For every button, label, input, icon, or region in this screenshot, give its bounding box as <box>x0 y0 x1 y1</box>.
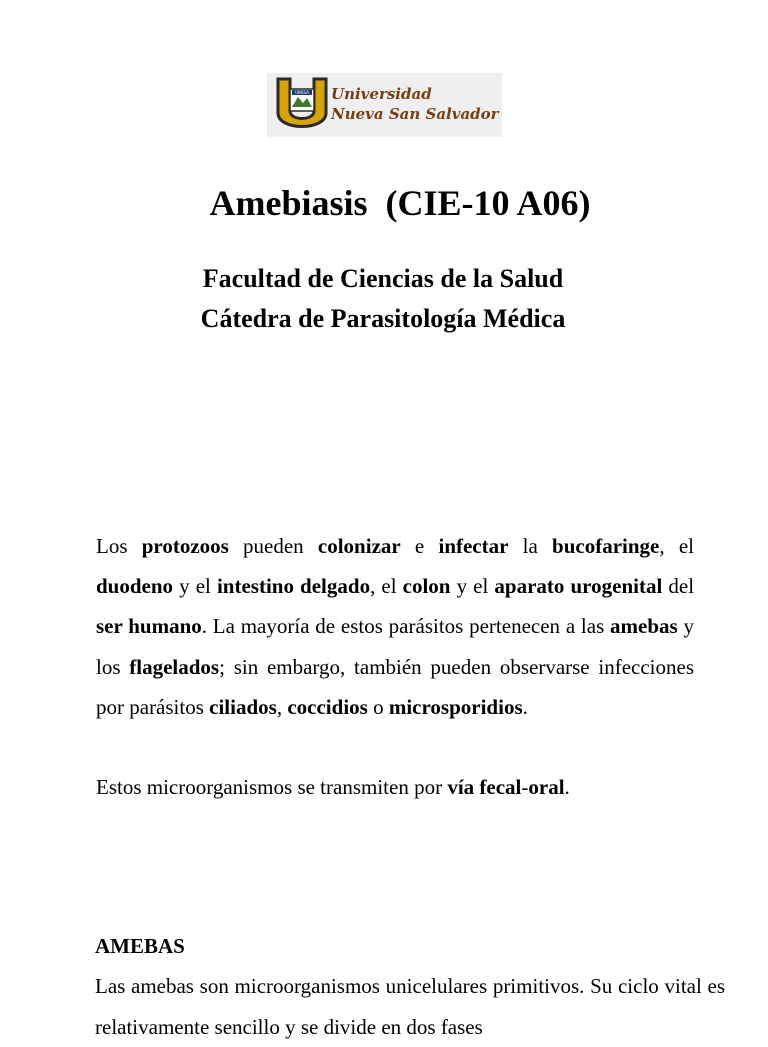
text-run: pueden <box>228 534 318 558</box>
intro-paragraph <box>96 526 694 727</box>
bold-term: amebas <box>610 614 678 639</box>
text-run: , el <box>370 574 403 599</box>
text-run: y el <box>450 574 495 599</box>
amebas-paragraph: Las amebas son microorganismos unicelulares primitivos. Su ciclo vital es relativamente sencillo y se divide en dos fases <box>95 974 725 1039</box>
text-run: . <box>564 775 570 799</box>
bold-term: duodeno <box>96 574 174 599</box>
text-run: y el <box>173 574 217 599</box>
text-run: la <box>508 534 553 558</box>
text-run: . La mayoría de estos parásitos pertenecen a las <box>201 614 611 639</box>
text-run: o <box>367 694 389 719</box>
text-run: - <box>521 775 529 799</box>
section-heading-amebas: AMEBAS <box>95 934 185 958</box>
logo-line-1: Universidad <box>331 85 432 103</box>
bold-term: colon <box>402 574 451 599</box>
bold-term: protozoos <box>141 534 229 558</box>
text-run: e <box>400 534 439 558</box>
text-run: del <box>662 574 695 599</box>
bold-term: flagelados <box>129 654 220 679</box>
bold-term: infectar <box>438 534 509 558</box>
bold-term: microsporidios <box>388 694 523 719</box>
faculty-name: Facultad de Ciencias de la Salud <box>202 264 564 293</box>
logo-wordmark <box>331 84 499 124</box>
crest-icon <box>276 77 328 135</box>
document-title: Amebiasis (CIE-10 A06) <box>209 183 591 223</box>
text-run: , el <box>659 534 694 558</box>
text-run: . <box>522 694 528 719</box>
bold-term: aparato urogenital <box>494 574 663 599</box>
transmission-paragraph <box>96 767 694 807</box>
text-run: Estos microorganismos se transmiten por <box>96 775 448 799</box>
bold-term: oral <box>528 775 565 799</box>
bold-term: bucofaringe <box>552 534 660 558</box>
bold-term: intestino delgado <box>216 574 371 599</box>
text-run: Los <box>96 534 142 558</box>
bold-term: ciliados <box>209 694 277 719</box>
bold-term: coccidios <box>287 694 368 719</box>
department-name: Cátedra de Parasitología Médica <box>200 304 566 333</box>
bold-term: vía fecal <box>447 775 522 799</box>
text-run: , <box>276 694 288 719</box>
bold-term: colonizar <box>317 534 401 558</box>
text-run: y los <box>96 614 694 679</box>
text-run: ; sin embargo, también pueden observarse infecciones por parásitos <box>96 654 694 719</box>
university-logo <box>267 73 502 137</box>
crest-text: UNSSA <box>295 90 309 95</box>
bold-term: ser humano <box>96 614 202 639</box>
logo-line-2: Nueva San Salvador <box>331 105 499 123</box>
